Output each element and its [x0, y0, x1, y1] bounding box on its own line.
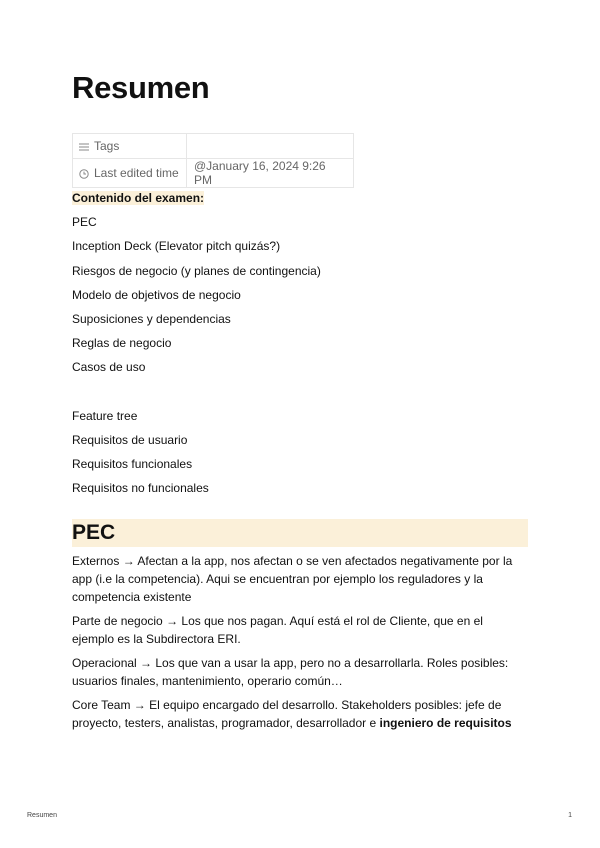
section-body — [72, 552, 528, 738]
property-value-tags[interactable] — [187, 134, 354, 159]
page-number: 1 — [568, 812, 572, 819]
property-row-last-edited[interactable] — [73, 159, 354, 188]
paragraph-text: Parte de negocio → Los que nos pagan. Aquí está el rol de Cliente, que en el ejemplo es la Subdirectora ERI. — [72, 614, 483, 646]
bold-text: ingeniero de requisitos — [379, 716, 512, 730]
section-heading: PEC — [72, 519, 528, 547]
list-icon — [79, 142, 91, 152]
property-value-last-edited[interactable]: @January 16, 2024 9:26 PM — [187, 159, 354, 188]
content-list — [72, 186, 321, 500]
paragraph — [72, 552, 528, 606]
list-item: Reglas de negocio — [72, 336, 172, 351]
property-label: Last edited time — [94, 166, 179, 180]
paragraph-text: Externos → Afectan a la app, nos afectan o se ven afectados negativamente por la app (i.e la competencia). Aqui se encuentran por ejemplo los reguladores y la competencia existente — [72, 554, 513, 604]
property-name-tags — [73, 134, 187, 159]
list-item: Casos de uso — [72, 360, 146, 375]
list-item: Requisitos funcionales — [72, 457, 193, 472]
content-heading — [72, 186, 321, 210]
list-item: Feature tree — [72, 408, 138, 423]
paragraph — [72, 612, 528, 648]
clock-icon — [79, 169, 91, 179]
paragraph — [72, 696, 528, 732]
highlighted-heading: Contenido del examen: — [72, 191, 205, 205]
list-item: Modelo de objetivos de negocio — [72, 287, 241, 302]
list-item: Riesgos de negocio (y planes de contingencia) — [72, 263, 321, 278]
paragraph-text: Core Team → El equipo encargado del desarrollo. Stakeholders posibles: jefe de proyecto, testers, analistas, programador, desarrollador e — [72, 698, 502, 730]
property-label: Tags — [94, 139, 120, 153]
property-row-tags[interactable] — [73, 134, 354, 159]
paragraph — [72, 654, 528, 690]
blank-line — [72, 380, 321, 404]
list-item: Requisitos de usuario — [72, 432, 188, 447]
list-item: PEC — [72, 215, 97, 230]
footer-title: Resumen — [27, 812, 57, 819]
list-item: Suposiciones y dependencias — [72, 311, 231, 326]
property-name-last-edited — [73, 159, 187, 188]
page-title: Resumen — [72, 70, 210, 105]
list-item: Requisitos no funcionales — [72, 481, 209, 496]
list-item: Inception Deck (Elevator pitch quizás?) — [72, 239, 281, 254]
paragraph-text: Operacional → Los que van a usar la app, pero no a desarrollarla. Roles posibles: usuarios finales, mantenimiento, operario común… — [72, 656, 509, 688]
properties-table — [72, 133, 354, 188]
